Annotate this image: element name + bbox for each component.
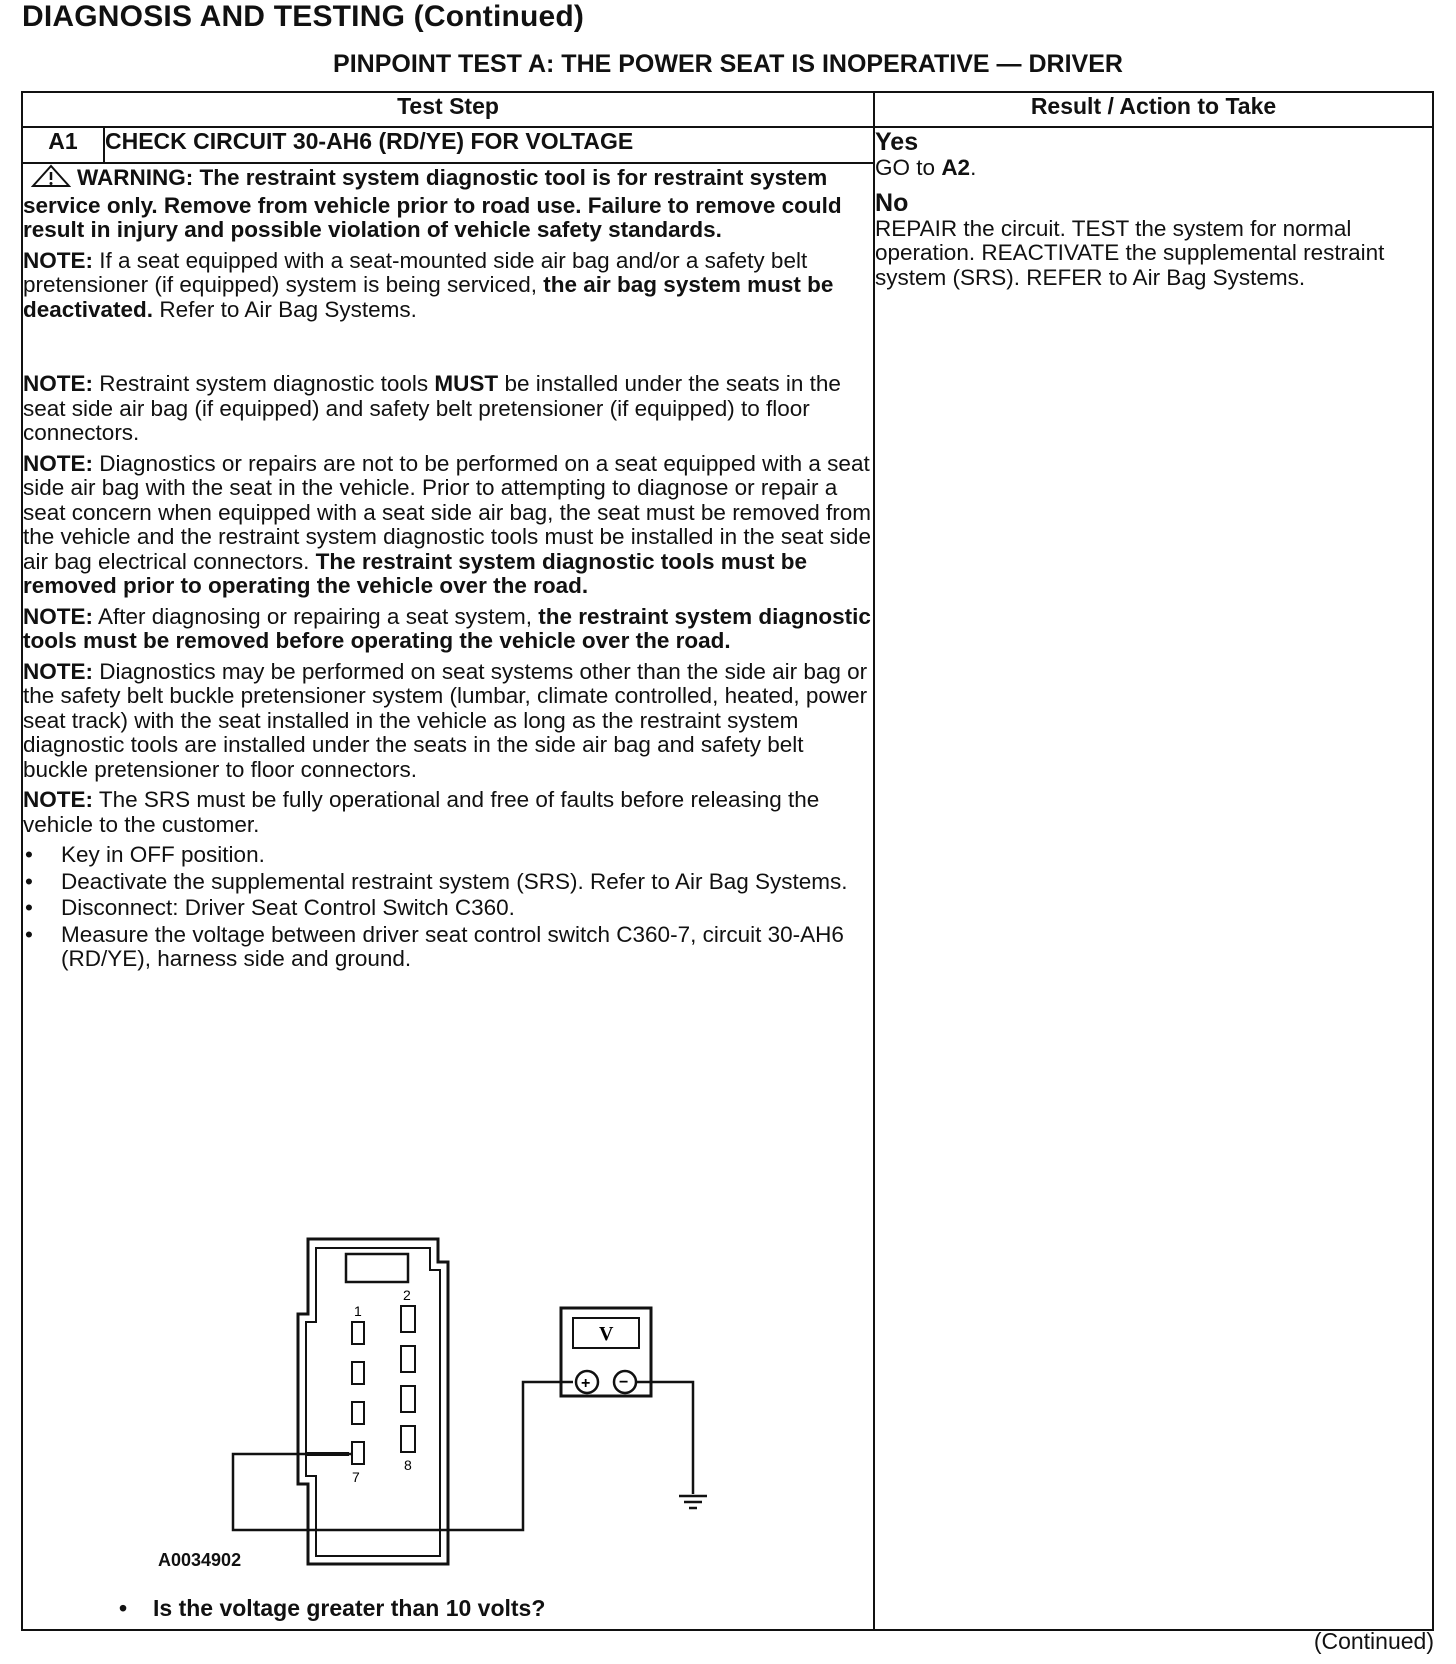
note-4: NOTE: After diagnosing or repairing a seat system, the restraint system diagnostic tools must be removed before operating the vehicle over the road.	[23, 603, 871, 653]
step-body	[22, 163, 874, 1630]
result-header: Result / Action to Take	[874, 92, 1433, 127]
pin-4	[401, 1346, 415, 1372]
figure-id: A0034902	[158, 1550, 242, 1570]
continued-label: (Continued)	[1313, 1628, 1434, 1654]
plus-sign: +	[581, 1375, 591, 1392]
pinpoint-test-table	[21, 91, 1434, 1631]
pin-7-label: 7	[352, 1469, 360, 1485]
step-id: A1	[22, 127, 104, 163]
result-cell	[874, 127, 1433, 1630]
ground-lead	[636, 1382, 693, 1494]
note-1: NOTE: If a seat equipped with a seat-mounted side air bag and/or a safety belt pretensioner (if equipped) system is being serviced, the air bag system must be deactivated. Refer to Air Bag Systems.	[23, 247, 834, 322]
pin-1	[352, 1322, 364, 1344]
step-list	[23, 843, 873, 972]
step-item: • Key in OFF position.	[23, 843, 873, 868]
pin-3	[352, 1362, 364, 1384]
pin-2	[401, 1306, 415, 1332]
ground-icon	[679, 1496, 707, 1508]
pinpoint-test-title: PINPOINT TEST A: THE POWER SEAT IS INOPERATIVE — DRIVER	[333, 50, 1123, 78]
step-item: • Deactivate the supplemental restraint system (SRS). Refer to Air Bag Systems.	[23, 870, 873, 895]
voltmeter-label: V	[599, 1323, 614, 1345]
note-3: NOTE: Diagnostics or repairs are not to be performed on a seat equipped with a seat side air bag with the seat in the vehicle. Prior to attempting to diagnose or repair a seat concern when equipped with a seat side air bag, the seat must be removed from the vehicle and the restraint system diagnostic tools must be installed in the seat side air bag electrical connectors. The restraint system diagnostic tools must be removed prior to operating the vehicle over the road.	[23, 450, 871, 598]
connector-latch	[346, 1254, 408, 1282]
pin-8-label: 8	[404, 1457, 412, 1473]
step-question: • Is the voltage greater than 10 volts?	[117, 1596, 545, 1621]
no-label: No	[875, 188, 909, 217]
no-action: REPAIR the circuit. TEST the system for normal operation. REACTIVATE the supplemental restraint system (SRS). REFER to Air Bag Systems.	[875, 215, 1385, 290]
page-title: DIAGNOSIS AND TESTING (Continued)	[22, 0, 585, 33]
pin-6	[401, 1386, 415, 1412]
note-5: NOTE: Diagnostics may be performed on seat systems other than the side air bag or the safety belt buckle pretensioner system (lumbar, climate controlled, heated, power seat track) with the seat installed in the vehicle as long as the restraint system diagnostic tools are installed under the seats in the side air bag and safety belt buckle pretensioner to floor connectors.	[23, 658, 868, 782]
pin-8	[401, 1426, 415, 1452]
step-item: • Disconnect: Driver Seat Control Switch C360.	[23, 896, 873, 921]
pin-7	[352, 1442, 364, 1464]
warning-triangle-icon	[31, 164, 71, 194]
yes-target-link[interactable]: A2	[941, 155, 971, 180]
positive-lead	[233, 1382, 573, 1530]
warning-paragraph: WARNING: The restraint system diagnostic tool is for restraint system service only. Remove from vehicle prior to road use. Failure to remove could result in injury and possible violation of vehicle safety standards.	[23, 165, 842, 242]
minus-sign: −	[619, 1374, 629, 1391]
pin-5	[352, 1402, 364, 1424]
yes-label: Yes	[875, 128, 919, 156]
yes-action: GO to A2.	[875, 155, 977, 180]
test-step-header: Test Step	[22, 92, 874, 127]
pin-1-label: 1	[354, 1303, 362, 1319]
step-item: • Measure the voltage between driver seat control switch C360-7, circuit 30-AH6 (RD/YE), harness side and ground.	[23, 923, 873, 972]
connector-outline	[298, 1239, 448, 1564]
note-2: NOTE: Restraint system diagnostic tools MUST be installed under the seats in the seat side air bag (if equipped) and safety belt pretensioner (if equipped) to floor connectors.	[23, 371, 841, 445]
pin-2-label: 2	[403, 1287, 411, 1303]
step-title: CHECK CIRCUIT 30-AH6 (RD/YE) FOR VOLTAGE	[104, 127, 874, 163]
note-6: NOTE: The SRS must be fully operational and free of faults before releasing the vehicle to the customer.	[23, 787, 820, 837]
